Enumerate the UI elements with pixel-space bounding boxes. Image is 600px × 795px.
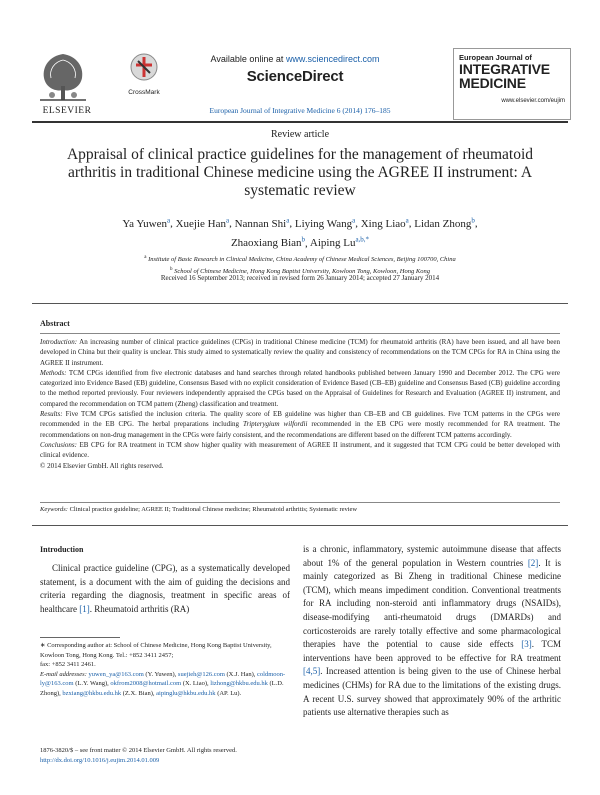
issn-block	[40, 746, 295, 765]
abstract-conclusions: Conclusions: EB CPG for RA treatment in TCM show higher quality with measurement of AGREE II instrument, and it suggested that TCM CPG could be better developed with clinical evidence.	[40, 440, 560, 460]
keywords	[40, 506, 560, 513]
fax: fax: +852 3411 2461.	[40, 661, 96, 669]
email-link[interactable]: bzxiang@hkbu.edu.hk	[62, 689, 122, 697]
keywords-label: Keywords:	[40, 506, 68, 513]
platform-name: ScienceDirect	[246, 68, 344, 85]
sciencedirect-link[interactable]: www.sciencedirect.com	[285, 54, 380, 64]
article-title: Appraisal of clinical practice guidelines for the management of rheumatoid arthritis in traditional Chinese medicine using the AGREE II instrument: A systematic review	[66, 146, 534, 199]
doi-link[interactable]: http://dx.doi.org/10.1016/j.eujim.2014.01.009	[40, 756, 160, 764]
author[interactable]: Lidan Zhong$^b$	[414, 216, 475, 230]
header-divider	[32, 121, 568, 123]
corresponding-footnote	[40, 641, 295, 699]
crossmark-badge[interactable]	[124, 52, 164, 96]
abstract-top-divider	[32, 303, 568, 304]
abstract-introduction: Introduction: An increasing number of clinical practice guidelines (CPGs) in traditional Chinese medicine (TCM) for rheumatoid arthritis (RA) have been issued, and all have been developed in China but their quality is unclear. This study aimed to systematically review the quality and consistency of recommendations on the TCM CPGs for RA in China using the AGREE II instrument.	[40, 338, 560, 367]
author-list: Ya Yuwen$^a$, Xuejie Han$^a$, Nannan Shi$^a$, Liying Wang$^a$, Xing Liao$^a$, Lidan Zhong$^b$, Zhaoxiang Bian$^b$, Aiping $Lu^{a,b,*}$	[122, 216, 478, 250]
footnote-rule	[40, 637, 120, 638]
crossmark-label: CrossMark	[128, 89, 160, 96]
author[interactable]: Zhaoxiang Bian$^b$	[230, 235, 306, 250]
journal-citation[interactable]: European Journal of Integrative Medicine 6 (2014) 176–185	[209, 106, 391, 115]
crossmark-icon	[129, 52, 159, 82]
available-online	[195, 54, 395, 64]
author[interactable]: Liying Wang$^a$	[294, 216, 356, 230]
email-addresses: E-mail addresses: yuwen_ya@163.com (Y. Yuwen), suejieh@126.com (X.J. Han), coldmoon-ly@163.com (L.Y. Wang), okfrom2008@hotmail.com (X. Liao), lizhong@hkbu.edu.hk (L.D. Zhong), bzxiang@hkbu.edu.hk (Z.X. Bian), aipinglu@hkbu.edu.hk (AP. Lu).	[40, 670, 286, 697]
keywords-divider	[40, 502, 560, 503]
email-link[interactable]: okfrom2008@hotmail.com	[110, 680, 182, 688]
abstract-heading: Abstract	[40, 319, 70, 328]
abstract-body	[40, 337, 560, 471]
body-divider	[32, 525, 568, 526]
elsevier-tree-logo	[32, 48, 94, 106]
abstract-heading-rule	[40, 333, 560, 334]
left-column-text: Clinical practice guideline (CPG), as a systematically developed statement, is a document with the aim of guiding the decisions and criteria regarding the diagnosis, treatment in specific areas of healthcare [1]. Rheumatoid arthritis (RA)	[40, 563, 290, 614]
author[interactable]: Ya Yuwen$^a$	[122, 216, 171, 230]
reference-link[interactable]: [4,5]	[303, 666, 321, 677]
introduction-heading: Introduction	[40, 545, 84, 554]
author[interactable]: Aiping $Lu^{a,b,*}$	[309, 235, 370, 250]
publisher-name: ELSEVIER	[42, 106, 92, 116]
affiliation: $^b$ School of Chinese Medicine, Hong Kong Baptist University, Kowloon Tong, Kowloon, Hong Kong	[170, 266, 430, 275]
journal-logo	[453, 48, 571, 120]
affiliation: $^a$ Institute of Basic Research in Clinical Medicine, China Academy of Chinese Medical Sciences, Beijing 100700, China	[144, 255, 456, 264]
email-link[interactable]: coldmoon-ly@163.com	[40, 670, 286, 688]
right-column-text: is a chronic, inflammatory, systemic autoimmune disease that affects about 1% of the general population in Western countries [2]. It is mainly categorized as Bi Zheng in traditional Chinese medicine (TCM), which means impediment condition. Conventional treatments for RA including non-steroid anti inflammatory drugs (NSAIDs), disease-modifying anti-rheumatoid drugs (DMARDs) and corticosteroids are rarely totally effective and some pharmacological therapies have the potential to cause side effects [3]. TCM interventions have been approved to be effective for RA treatment [4,5]. Increased attention is being given to the use of Chinese herbal medicines (CHMs) for RA due to the limitations of the existing drugs. A recent U.S. survey showed that approximately 90% of the arthritic patients use alternative therapies such as	[303, 544, 562, 718]
reference-link[interactable]: [1]	[79, 603, 90, 614]
available-online-text: Available online at	[210, 54, 284, 64]
reference-link[interactable]: [3]	[521, 639, 532, 650]
author[interactable]: Nannan Shi$^a$	[234, 216, 290, 230]
journal-logo-line3: MEDICINE	[459, 75, 526, 91]
email-link[interactable]: aipinglu@hkbu.edu.hk	[156, 689, 216, 697]
author[interactable]: Xuejie Han$^a$	[175, 216, 230, 230]
article-type: Review article	[270, 129, 330, 140]
author[interactable]: Xing Liao$^a$	[360, 216, 409, 230]
journal-logo-line2: INTEGRATIVE	[459, 61, 550, 77]
email-link[interactable]: yuwen_ya@163.com	[88, 670, 144, 678]
corresponding-author: ∗ Corresponding author at: School of Chinese Medicine, Hong Kong Baptist University, Kowloon Tong, Hong Kong. Tel.: +852 3411 2457;	[40, 642, 272, 659]
abstract-results: Results: Five TCM CPGs satisfied the inclusion criteria. The quality score of EB guideline was higher than CB–EB and CB guidelines. Five TCM patterns in the CPGs were recommended in the EB CPG. The herbal preparations including Tripterygium wilfordii recommended in the EB CPG were mostly recommended for RA treatment. The recommendations on non-drug management in the CPGs were fairly consistent, and the recommendations are different based on the different TCM patterns accordingly.	[40, 410, 561, 439]
issn-text: 1876-3820/$ – see front matter © 2014 Elsevier GmbH. All rights reserved.	[40, 747, 237, 754]
received-dates: Received 16 September 2013; received in revised form 26 January 2014; accepted 27 January 2014	[160, 274, 440, 282]
keywords-text: Clinical practice guideline; AGREE II; Traditional Chinese medicine; Rheumatoid arthritis; Systematic review	[69, 506, 358, 513]
reference-link[interactable]: [2]	[527, 557, 539, 568]
abstract-methods: Methods: TCM CPGs identified from five electronic databases and hand searches through related handbooks published between January 1990 and December 2012. The CPG were categorized into Evidence Based (EB) guideline, Consensus Based with no explicit consideration of Evidence Based (CB–EB) guideline and Consensus Based (CB) guideline according to the method reported previously. Four reviewers independently appraised the CPGs based on the Appraisal of Guidelines for Research and Evaluation (AGREE II) instrument, and compared the recommendation on TCM pattern (Zheng) classification and treatment.	[40, 368, 560, 408]
email-link[interactable]: suejieh@126.com	[177, 670, 225, 678]
email-link[interactable]: lizhong@hkbu.edu.hk	[210, 680, 268, 688]
journal-logo-line1: European Journal of	[459, 53, 532, 62]
journal-logo-url: www.elsevier.com/eujim	[501, 98, 565, 104]
abstract-copyright: © 2014 Elsevier GmbH. All rights reserved.	[40, 461, 164, 470]
affiliations	[60, 253, 540, 276]
